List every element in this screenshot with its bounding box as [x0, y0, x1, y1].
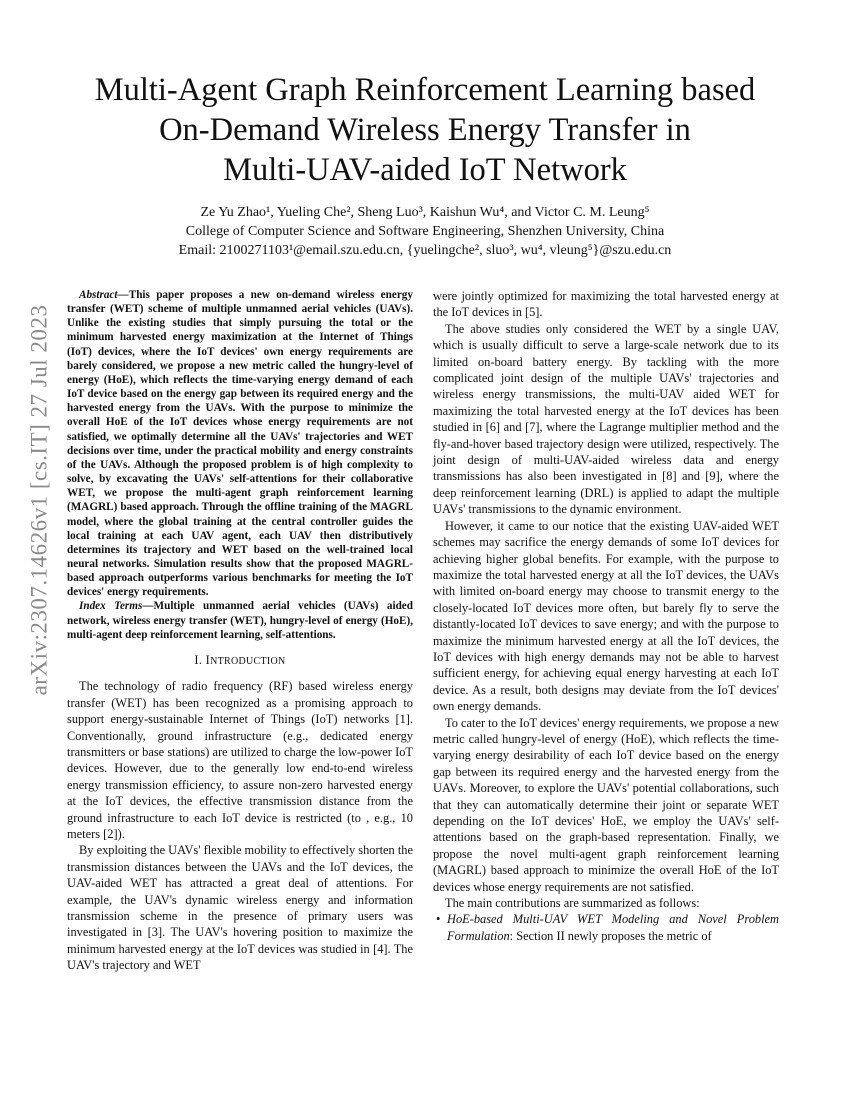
index-terms-text: Multiple unmanned aerial vehicles (UAVs) aided network, wireless energy transfer (WET), hungry-level of energy (HoE), multi-agent deep reinforcement learning, self-attentions.: [67, 600, 413, 641]
author-affiliation: College of Computer Science and Software Engineering, Shenzhen University, China: [185, 224, 665, 239]
arxiv-id: arXiv:2307.14626v1 [cs.IT] 27 Jul 2023: [26, 304, 52, 696]
author-block: [70, 203, 780, 260]
author-email: Email: 2100271103¹@email.szu.edu.cn, {yuelingche², sluo³, wu⁴, vleung⁵}@szu.edu.cn: [178, 243, 672, 258]
contribution-text: : Section II newly proposes the metric of: [509, 928, 712, 943]
contribution-list: [433, 911, 779, 944]
contribution-label: HoE-based Multi-UAV WET Modeling and Novel Problem Formulation: [447, 912, 779, 943]
body-paragraph: were jointly optimized for maximizing the total harvested energy at the IoT devices in [5].: [433, 289, 779, 320]
abstract: [67, 288, 413, 599]
body-paragraph: However, it came to our notice that the existing UAV-aided WET schemes may sacrifice the energy demands of some IoT devices for achieving higher global benefits. For example, with the purpose to maximize the total harvested energy at all the IoT devices, the UAVs with limited on-board energy may choose to transmit energy to the closely-located IoT devices more often, but barely fly to serve the distantly-located IoT devices to save energy; and with the purpose to maximize the minimum harvested energy at all the IoT devices, the IoT devices with high energy demands may not be able to harvest sufficient energy, for achieving equal energy harvesting at each IoT device. As a result, both designs may deviate from the IoT devices' own energy demands.: [433, 518, 779, 714]
abstract-label: Abstract—: [79, 289, 129, 301]
abstract-text: This paper proposes a new on-demand wireless energy transfer (WET) scheme of multiple unmanned aerial vehicles (UAVs). Unlike the existing studies that simply pursuing the total or the minimum harvested energy maximization at the Internet of Things (IoT) devices, where the IoT devices' own energy requirements are barely considered, we propose a new metric called the hungry-level of energy (HoE), which reflects the time-varying energy demand of each IoT device based on the energy gap between its required energy and the harvested energy from the UAVs. With the purpose to minimize the overall HoE of the IoT devices whose energy requirements are not satisfied, we optimally determine all the UAVs' trajectories and WET decisions over time, under the practical mobility and energy constraints of the UAVs. Although the proposed problem is of high complexity to solve, by excavating the UAVs' self-attentions for their collaborative WET, we propose the multi-agent graph reinforcement learning (MAGRL) based approach. Through the offline training of the MAGRL model, where the global training at the central controller guides the local training at each UAV agent, each UAV then distributively determines its trajectory and WET based on the well-trained local neural networks. Simulation results show that the proposed MAGRL-based approach outperforms various benchmarks for meeting the IoT devices' energy requirements.: [67, 289, 413, 599]
section-title-rest: NTRODUCTION: [210, 655, 286, 667]
body-paragraph: By exploiting the UAVs' flexible mobility to effectively shorten the transmission distances between the UAVs and the IoT devices, the UAV-aided WET has attracted a great deal of attentions. For example, the UAV's dynamic wireless energy and information transmission scheme in the presence of primary users was investigated in [3]. The UAV's hovering position to maximize the minimum harvested energy at the IoT devices was studied in [4]. The UAV's trajectory and WET: [67, 843, 413, 973]
body-paragraph: The above studies only considered the WET by a single UAV, which is usually difficult to serve a large-scale network due to its limited on-board battery energy. By tackling with the more complicated joint design of the multiple UAVs' trajectories and wireless energy transmissions, the multi-UAV aided WET for maximizing the total harvested energy at the IoT devices has been studied in [6] and [7], where the Lagrange multiplier method and the fly-and-hover based trajectory design were utilized, respectively. The joint design of multi-UAV-aided wireless data and energy transmissions has also been investigated in [8] and [9], where the deep reinforcement learning (DRL) is applied to adapt the multiple UAVs' transmissions to the dynamic environment.: [433, 321, 779, 517]
contribution-item: [447, 911, 779, 944]
title-line: Multi-Agent Graph Reinforcement Learning based: [94, 72, 756, 108]
section-numeral: I.: [194, 652, 206, 667]
title-line: On-Demand Wireless Energy Transfer in: [159, 112, 691, 148]
author-names: Ze Yu Zhao¹, Yueling Che², Sheng Luo³, Kaishun Wu⁴, and Victor C. M. Leung⁵: [200, 205, 650, 220]
body-paragraph: The technology of radio frequency (RF) based wireless energy transfer (WET) has been recognized as a promising approach to support energy-sustainable Internet of Things (IoT) networks [1]. Conventionally, ground infrastructure (e.g., dedicated energy transmitters or base stations) are utilized to charge the low-power IoT devices. However, due to the generally low end-to-end wireless energy transmission efficiency, to assure non-zero harvested energy at the IoT devices, the effective transmission distance from the ground infrastructure to each IoT device is restricted (to , e.g., 10 meters [2]).: [67, 679, 413, 841]
arxiv-watermark: [14, 300, 64, 700]
index-terms-label: Index Terms—: [79, 600, 154, 613]
index-terms: [67, 599, 413, 641]
section-initial: I: [205, 652, 211, 667]
left-column: [67, 288, 413, 974]
body-paragraph: The main contributions are summarized as follows:: [445, 896, 700, 911]
section-heading-introduction: [67, 652, 413, 670]
body-paragraph: To cater to the IoT devices' energy requirements, we propose a new metric called hungry-level of energy (HoE), which reflects the time-varying energy desirability of each IoT device based on the energy gap between its required energy and the harvested energy from the UAVs. Moreover, to explore the UAVs' potential collaborations, such that they can automatically determine their joint or separate WET depending on the IoT devices' HoE, we employ the UAVs' self-attentions based on the graph-based representation. Finally, we propose the novel multi-agent graph reinforcement learning (MAGRL) based approach to minimize the overall HoE of the IoT devices whose energy requirements are not satisfied.: [433, 715, 779, 894]
title-line: Multi-UAV-aided IoT Network: [223, 152, 627, 188]
right-column: [433, 288, 779, 944]
paper-title: [70, 70, 780, 190]
